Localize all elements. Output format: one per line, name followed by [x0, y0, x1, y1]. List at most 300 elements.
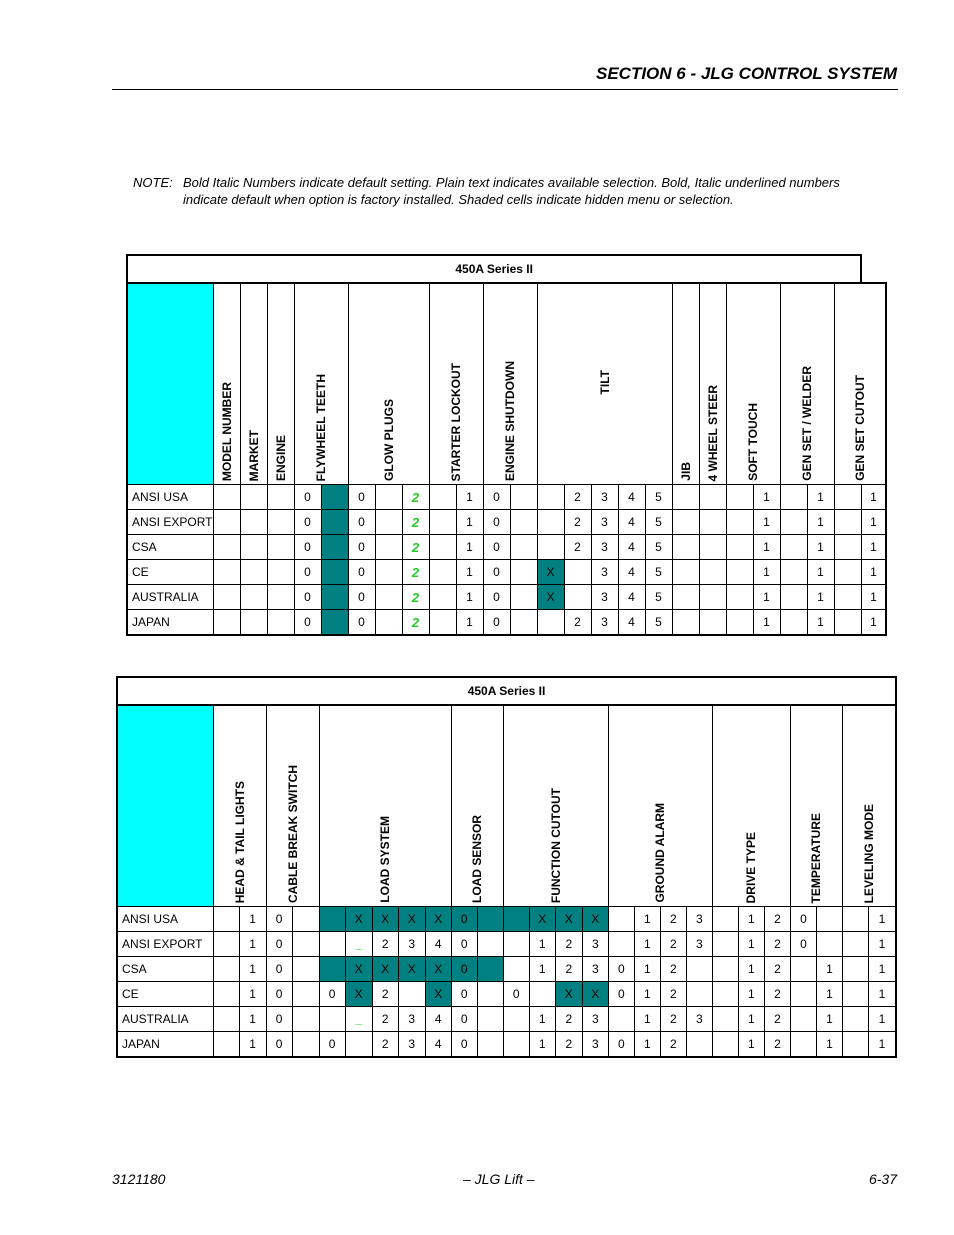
table1-header-4-wheel-steer: 4 WHEEL STEER — [699, 283, 726, 485]
table1-cell: 5 — [645, 485, 672, 510]
table1-cell: 4 — [618, 485, 645, 510]
table1-header-soft-touch: SOFT TOUCH — [726, 283, 780, 485]
table2-cell: _ — [345, 932, 372, 957]
header-rule — [112, 89, 898, 90]
table2-cell — [477, 932, 503, 957]
table1-cell: 1 — [861, 485, 886, 510]
table2-cell — [213, 957, 239, 982]
table1-cell — [672, 560, 699, 585]
table2-cell — [503, 957, 529, 982]
table2-cell: 0 — [608, 957, 634, 982]
table2-cell: X — [529, 907, 555, 932]
table1-cell — [672, 485, 699, 510]
table2-cell: X — [372, 957, 398, 982]
table2-cell — [608, 1007, 634, 1032]
table1-cell: 4 — [618, 560, 645, 585]
table2-market-cell: CE — [117, 982, 213, 1007]
table2-cell — [712, 907, 738, 932]
table1-cell: 1 — [807, 535, 834, 560]
table1-cell — [537, 510, 564, 535]
table1-cell — [834, 535, 861, 560]
table2-cell — [213, 1032, 239, 1058]
table1-cell: 1 — [753, 585, 780, 610]
table1-cell: 2 — [402, 485, 429, 510]
table2-cell — [345, 1032, 372, 1058]
table1-cell — [699, 485, 726, 510]
table2-cell: 2 — [764, 907, 790, 932]
table1-cell — [726, 510, 753, 535]
table1-cell: 4 — [618, 610, 645, 636]
table2-header-ground-alarm: GROUND ALARM — [608, 705, 712, 907]
table2-market-cell: ANSI USA — [117, 907, 213, 932]
table2-cell — [608, 932, 634, 957]
table1-header-starter-lockout: STARTER LOCKOUT — [429, 283, 483, 485]
table2-cell: 3 — [582, 957, 608, 982]
table2-cell — [712, 1032, 738, 1058]
table2-cell: 0 — [451, 932, 477, 957]
table1-cell — [213, 610, 240, 636]
table2-title: 450A Series II — [117, 677, 896, 705]
table1-cell: 1 — [861, 560, 886, 585]
table1-cell: 1 — [456, 485, 483, 510]
table1-cell: 3 — [591, 585, 618, 610]
table2-market-cell: AUSTRALIA — [117, 1007, 213, 1032]
table1-market-cell: ANSI EXPORT — [127, 510, 213, 535]
table1-cell: X — [537, 585, 564, 610]
table2-cell: 0 — [790, 932, 816, 957]
table2-cell — [712, 932, 738, 957]
table1-cell: 3 — [591, 535, 618, 560]
table1-header-glow-plugs: GLOW PLUGS — [348, 283, 429, 485]
table1-market-cell: AUSTRALIA — [127, 585, 213, 610]
table1-cell — [321, 535, 348, 560]
table1-cell: 4 — [618, 585, 645, 610]
table1-row — [127, 585, 886, 610]
table2-header-temperature: TEMPERATURE — [790, 705, 842, 907]
table1-cell — [510, 610, 537, 636]
table1-cell — [672, 510, 699, 535]
table2-cell: X — [582, 982, 608, 1007]
table1-cell — [726, 485, 753, 510]
table1-cell — [267, 560, 294, 585]
table1-cell — [510, 585, 537, 610]
section-title: SECTION 6 - JLG CONTROL SYSTEM — [596, 64, 897, 83]
table1-cell — [699, 610, 726, 636]
table1-cell: 0 — [348, 485, 375, 510]
table1-cell: 1 — [861, 535, 886, 560]
table2-cell — [712, 1007, 738, 1032]
table2-cell — [292, 1007, 319, 1032]
table1-cell — [240, 485, 267, 510]
note-label: NOTE: — [133, 175, 173, 190]
table1-row — [127, 485, 886, 510]
table2-cell: 1 — [868, 1007, 896, 1032]
table-450a-series-ii-part2 — [116, 676, 897, 1058]
table1-cell — [375, 485, 402, 510]
table-450a-series-ii-part1 — [126, 254, 887, 636]
table2-cell: 2 — [660, 932, 686, 957]
table2-cell: 2 — [372, 932, 398, 957]
table1-cell — [240, 510, 267, 535]
table1-cell: 1 — [861, 610, 886, 636]
table2-cell: X — [555, 982, 582, 1007]
table2-cell: X — [345, 982, 372, 1007]
table2-cell: 3 — [686, 907, 712, 932]
table2-cell: 2 — [660, 1007, 686, 1032]
table2-cell: 1 — [529, 932, 555, 957]
table2-cell: 1 — [529, 957, 555, 982]
table2-cell: 0 — [790, 907, 816, 932]
table1-cell: 4 — [618, 510, 645, 535]
table1-cell: 0 — [348, 610, 375, 636]
table1-market-cell: CSA — [127, 535, 213, 560]
table2-cell — [477, 982, 503, 1007]
table1-cell: 1 — [753, 485, 780, 510]
table1-cell — [429, 485, 456, 510]
table1-cell: 5 — [645, 610, 672, 636]
table1-cell — [267, 585, 294, 610]
table1-cell — [267, 535, 294, 560]
table1-cell — [375, 585, 402, 610]
table2-cell: 0 — [319, 1032, 345, 1058]
table1-cell: 1 — [753, 610, 780, 636]
table2-cell: 0 — [608, 1032, 634, 1058]
table1-cell: 0 — [294, 510, 321, 535]
table2-cell — [816, 932, 842, 957]
table1-cell: 1 — [807, 585, 834, 610]
table2-cell — [213, 932, 239, 957]
table1-cell: 1 — [807, 560, 834, 585]
table1-cell: 0 — [348, 585, 375, 610]
table2-row — [117, 957, 896, 982]
table1-cell: 1 — [456, 535, 483, 560]
table1-cell: 1 — [456, 510, 483, 535]
table1-cell — [321, 560, 348, 585]
table2-cell: 2 — [764, 1032, 790, 1058]
table2-cell — [477, 957, 503, 982]
table2-cell — [842, 982, 868, 1007]
table1-cell — [267, 510, 294, 535]
table1-market-cell: JAPAN — [127, 610, 213, 636]
table2-cell: 2 — [372, 982, 398, 1007]
table2-cell: 1 — [634, 932, 660, 957]
table1-cell — [213, 560, 240, 585]
table1-cell: 1 — [807, 610, 834, 636]
table1-header-engine-shutdown: ENGINE SHUTDOWN — [483, 283, 537, 485]
table1-cell — [672, 585, 699, 610]
table2-row — [117, 907, 896, 932]
table1-cell — [510, 560, 537, 585]
table2-cell: X — [372, 907, 398, 932]
table2-cell: X — [398, 907, 425, 932]
table2-cell: X — [555, 907, 582, 932]
table2-market-cell: ANSI EXPORT — [117, 932, 213, 957]
table2-cell: 1 — [738, 1032, 764, 1058]
table2-cell: 0 — [503, 982, 529, 1007]
table2-cell — [686, 957, 712, 982]
table1-cell — [726, 535, 753, 560]
table2-cell — [213, 982, 239, 1007]
table1-cell: 0 — [294, 585, 321, 610]
table1-cell: 4 — [618, 535, 645, 560]
table2-cell — [477, 1007, 503, 1032]
table1-cell — [375, 560, 402, 585]
table2-cell: 1 — [239, 957, 266, 982]
table2-cell: 2 — [555, 957, 582, 982]
table1-cell: 3 — [591, 610, 618, 636]
table1-cell: 0 — [483, 610, 510, 636]
table1-header-engine: ENGINE — [267, 283, 294, 485]
table2-cell: 0 — [451, 1007, 477, 1032]
table2-cell: 2 — [764, 1007, 790, 1032]
table1-cell — [321, 610, 348, 636]
table1-cell — [672, 610, 699, 636]
table2-cell: 1 — [868, 957, 896, 982]
table1-cell: 0 — [294, 610, 321, 636]
table1-cell — [240, 560, 267, 585]
table2-cell — [712, 982, 738, 1007]
table1-row — [127, 560, 886, 585]
table2-cell: 0 — [451, 957, 477, 982]
footer-center: – JLG Lift – — [463, 1171, 535, 1187]
table2-cell — [842, 1007, 868, 1032]
table1-cell: 1 — [861, 510, 886, 535]
table1-cell — [780, 585, 807, 610]
table2-cell: 1 — [634, 957, 660, 982]
table2-cell — [292, 957, 319, 982]
table2-cell: 1 — [239, 932, 266, 957]
table1-cell — [564, 585, 591, 610]
table2-cell — [398, 982, 425, 1007]
table1-cell: 0 — [483, 560, 510, 585]
table1-cell: 2 — [564, 510, 591, 535]
table2-cell: 0 — [451, 1032, 477, 1058]
table2-market-cell: CSA — [117, 957, 213, 982]
table1-cell: 0 — [294, 560, 321, 585]
table1-cell: X — [537, 560, 564, 585]
table2-cell: 1 — [239, 907, 266, 932]
table2-cell — [292, 1032, 319, 1058]
table1-cell: 2 — [402, 510, 429, 535]
table2-cell: 2 — [764, 932, 790, 957]
table1-cell: 0 — [483, 485, 510, 510]
table1-cell: 2 — [402, 585, 429, 610]
table1-corner — [127, 283, 213, 485]
table1-cell: 1 — [753, 510, 780, 535]
table2-market-cell: JAPAN — [117, 1032, 213, 1058]
table1-cell — [510, 535, 537, 560]
table2-cell: 2 — [372, 1007, 398, 1032]
table2-cell: 2 — [660, 982, 686, 1007]
table1-cell: 0 — [348, 560, 375, 585]
table1-header-jib: JIB — [672, 283, 699, 485]
table2-cell: 0 — [266, 907, 292, 932]
table2-cell: 0 — [266, 982, 292, 1007]
table1-header-gen-set-cutout: GEN SET CUTOUT — [834, 283, 886, 485]
table2-cell: X — [582, 907, 608, 932]
table2-row — [117, 1032, 896, 1058]
table2-cell: 1 — [738, 1007, 764, 1032]
table1-header-gen-set-welder: GEN SET / WELDER — [780, 283, 834, 485]
table2-cell — [842, 907, 868, 932]
table2-cell: 1 — [529, 1032, 555, 1058]
table2-cell: 0 — [266, 1032, 292, 1058]
table1-cell: 0 — [294, 485, 321, 510]
table2-cell: X — [425, 907, 451, 932]
table2-header-leveling-mode: LEVELING MODE — [842, 705, 896, 907]
table2-cell — [686, 1032, 712, 1058]
table2-cell — [477, 1032, 503, 1058]
table2-cell: 4 — [425, 1032, 451, 1058]
table1-cell — [213, 535, 240, 560]
table2-cell: 2 — [372, 1032, 398, 1058]
table2-row — [117, 1007, 896, 1032]
table2-cell: 0 — [266, 932, 292, 957]
table1-cell: 5 — [645, 560, 672, 585]
table1-cell — [537, 610, 564, 636]
table1-cell: 2 — [564, 610, 591, 636]
table1-cell — [375, 610, 402, 636]
table2-cell: 3 — [582, 1032, 608, 1058]
table1-cell — [699, 535, 726, 560]
table1-cell: 0 — [294, 535, 321, 560]
table2-cell — [816, 907, 842, 932]
table2-cell: 1 — [634, 907, 660, 932]
table2-cell: 0 — [608, 982, 634, 1007]
table2-cell — [608, 907, 634, 932]
table2-cell: 1 — [868, 932, 896, 957]
footer-doc-number: 3121180 — [112, 1171, 166, 1187]
table2-cell: 4 — [425, 1007, 451, 1032]
table2-cell — [529, 982, 555, 1007]
table2-row — [117, 982, 896, 1007]
table2-cell: X — [398, 957, 425, 982]
table1-cell — [726, 610, 753, 636]
table1-title: 450A Series II — [127, 255, 861, 283]
table1-cell — [537, 485, 564, 510]
table1-cell: 1 — [456, 585, 483, 610]
table2-cell — [790, 1032, 816, 1058]
table1-cell: 1 — [807, 510, 834, 535]
table1-cell — [510, 485, 537, 510]
table2-cell — [292, 982, 319, 1007]
table1-cell: 1 — [753, 535, 780, 560]
table1-cell: 5 — [645, 585, 672, 610]
table1-cell: 1 — [456, 610, 483, 636]
table1-cell: 5 — [645, 535, 672, 560]
table2-cell: 2 — [660, 957, 686, 982]
table2-cell — [477, 907, 503, 932]
table1-cell: 2 — [564, 485, 591, 510]
table1-cell: 0 — [483, 510, 510, 535]
table1-cell — [321, 485, 348, 510]
table2-header-cable-break-switch: CABLE BREAK SWITCH — [266, 705, 319, 907]
table1-cell — [429, 560, 456, 585]
table1-header-market: MARKET — [240, 283, 267, 485]
table1-cell — [564, 560, 591, 585]
table2-cell — [790, 957, 816, 982]
table1-cell — [780, 510, 807, 535]
table1-cell — [672, 535, 699, 560]
table1-cell — [699, 585, 726, 610]
table2-cell: X — [345, 907, 372, 932]
table2-cell: 1 — [634, 1032, 660, 1058]
table2-header-load-system: LOAD SYSTEM — [319, 705, 451, 907]
table1-cell — [429, 535, 456, 560]
table1-cell — [834, 485, 861, 510]
table2-cell: 0 — [451, 982, 477, 1007]
table2-cell: 3 — [398, 932, 425, 957]
table1-cell — [429, 610, 456, 636]
table1-row — [127, 610, 886, 636]
table2-cell — [292, 932, 319, 957]
table1-cell: 1 — [456, 560, 483, 585]
note-text: Bold Italic Numbers indicate default setting. Plain text indicates available selection. Bold, Italic underlined numbers indicate default when option is factory installed. Shaded cells indicate hidden menu or selection. — [183, 175, 840, 207]
table2-corner — [117, 705, 213, 907]
table1-row — [127, 535, 886, 560]
table2-cell: X — [345, 957, 372, 982]
table2-cell — [213, 1007, 239, 1032]
table2-cell — [842, 932, 868, 957]
table2-cell: X — [425, 957, 451, 982]
table2-cell: 1 — [816, 957, 842, 982]
table1-header-model-number: MODEL NUMBER — [213, 283, 240, 485]
table1-cell — [240, 535, 267, 560]
table2-cell: 0 — [319, 982, 345, 1007]
table2-cell: 1 — [738, 932, 764, 957]
table1-cell — [780, 610, 807, 636]
table2-cell — [503, 907, 529, 932]
table2-cell: 1 — [868, 1032, 896, 1058]
table1-cell — [537, 535, 564, 560]
table1-cell: 1 — [807, 485, 834, 510]
table1-cell — [321, 585, 348, 610]
table2-cell: 1 — [868, 907, 896, 932]
table1-cell — [213, 510, 240, 535]
table2-cell — [503, 1007, 529, 1032]
table1-cell: 0 — [348, 535, 375, 560]
table2-cell: 2 — [555, 932, 582, 957]
table2-cell — [319, 907, 345, 932]
table1-cell: 2 — [564, 535, 591, 560]
table1-cell: 2 — [402, 610, 429, 636]
table2-cell: 3 — [398, 1007, 425, 1032]
table2-cell: _ — [345, 1007, 372, 1032]
table1-cell: 1 — [753, 560, 780, 585]
table2-cell: 1 — [816, 1032, 842, 1058]
table2-header-function-cutout: FUNCTION CUTOUT — [503, 705, 608, 907]
table1-cell: 0 — [483, 535, 510, 560]
table2-cell — [842, 957, 868, 982]
table2-cell: 3 — [582, 1007, 608, 1032]
table1-cell — [699, 560, 726, 585]
table2-cell: 1 — [816, 1007, 842, 1032]
table2-cell — [213, 907, 239, 932]
table1-cell — [780, 535, 807, 560]
table1-cell — [726, 560, 753, 585]
table1-cell — [375, 510, 402, 535]
table1-row — [127, 510, 886, 535]
table1-cell — [240, 610, 267, 636]
table2-cell: 1 — [239, 982, 266, 1007]
table1-cell: 3 — [591, 510, 618, 535]
table2-cell: 0 — [451, 907, 477, 932]
table1-cell — [213, 585, 240, 610]
table1-cell: 0 — [483, 585, 510, 610]
table2-cell: 1 — [634, 982, 660, 1007]
table1-cell — [780, 485, 807, 510]
table1-header-tilt: TILT — [537, 283, 672, 485]
